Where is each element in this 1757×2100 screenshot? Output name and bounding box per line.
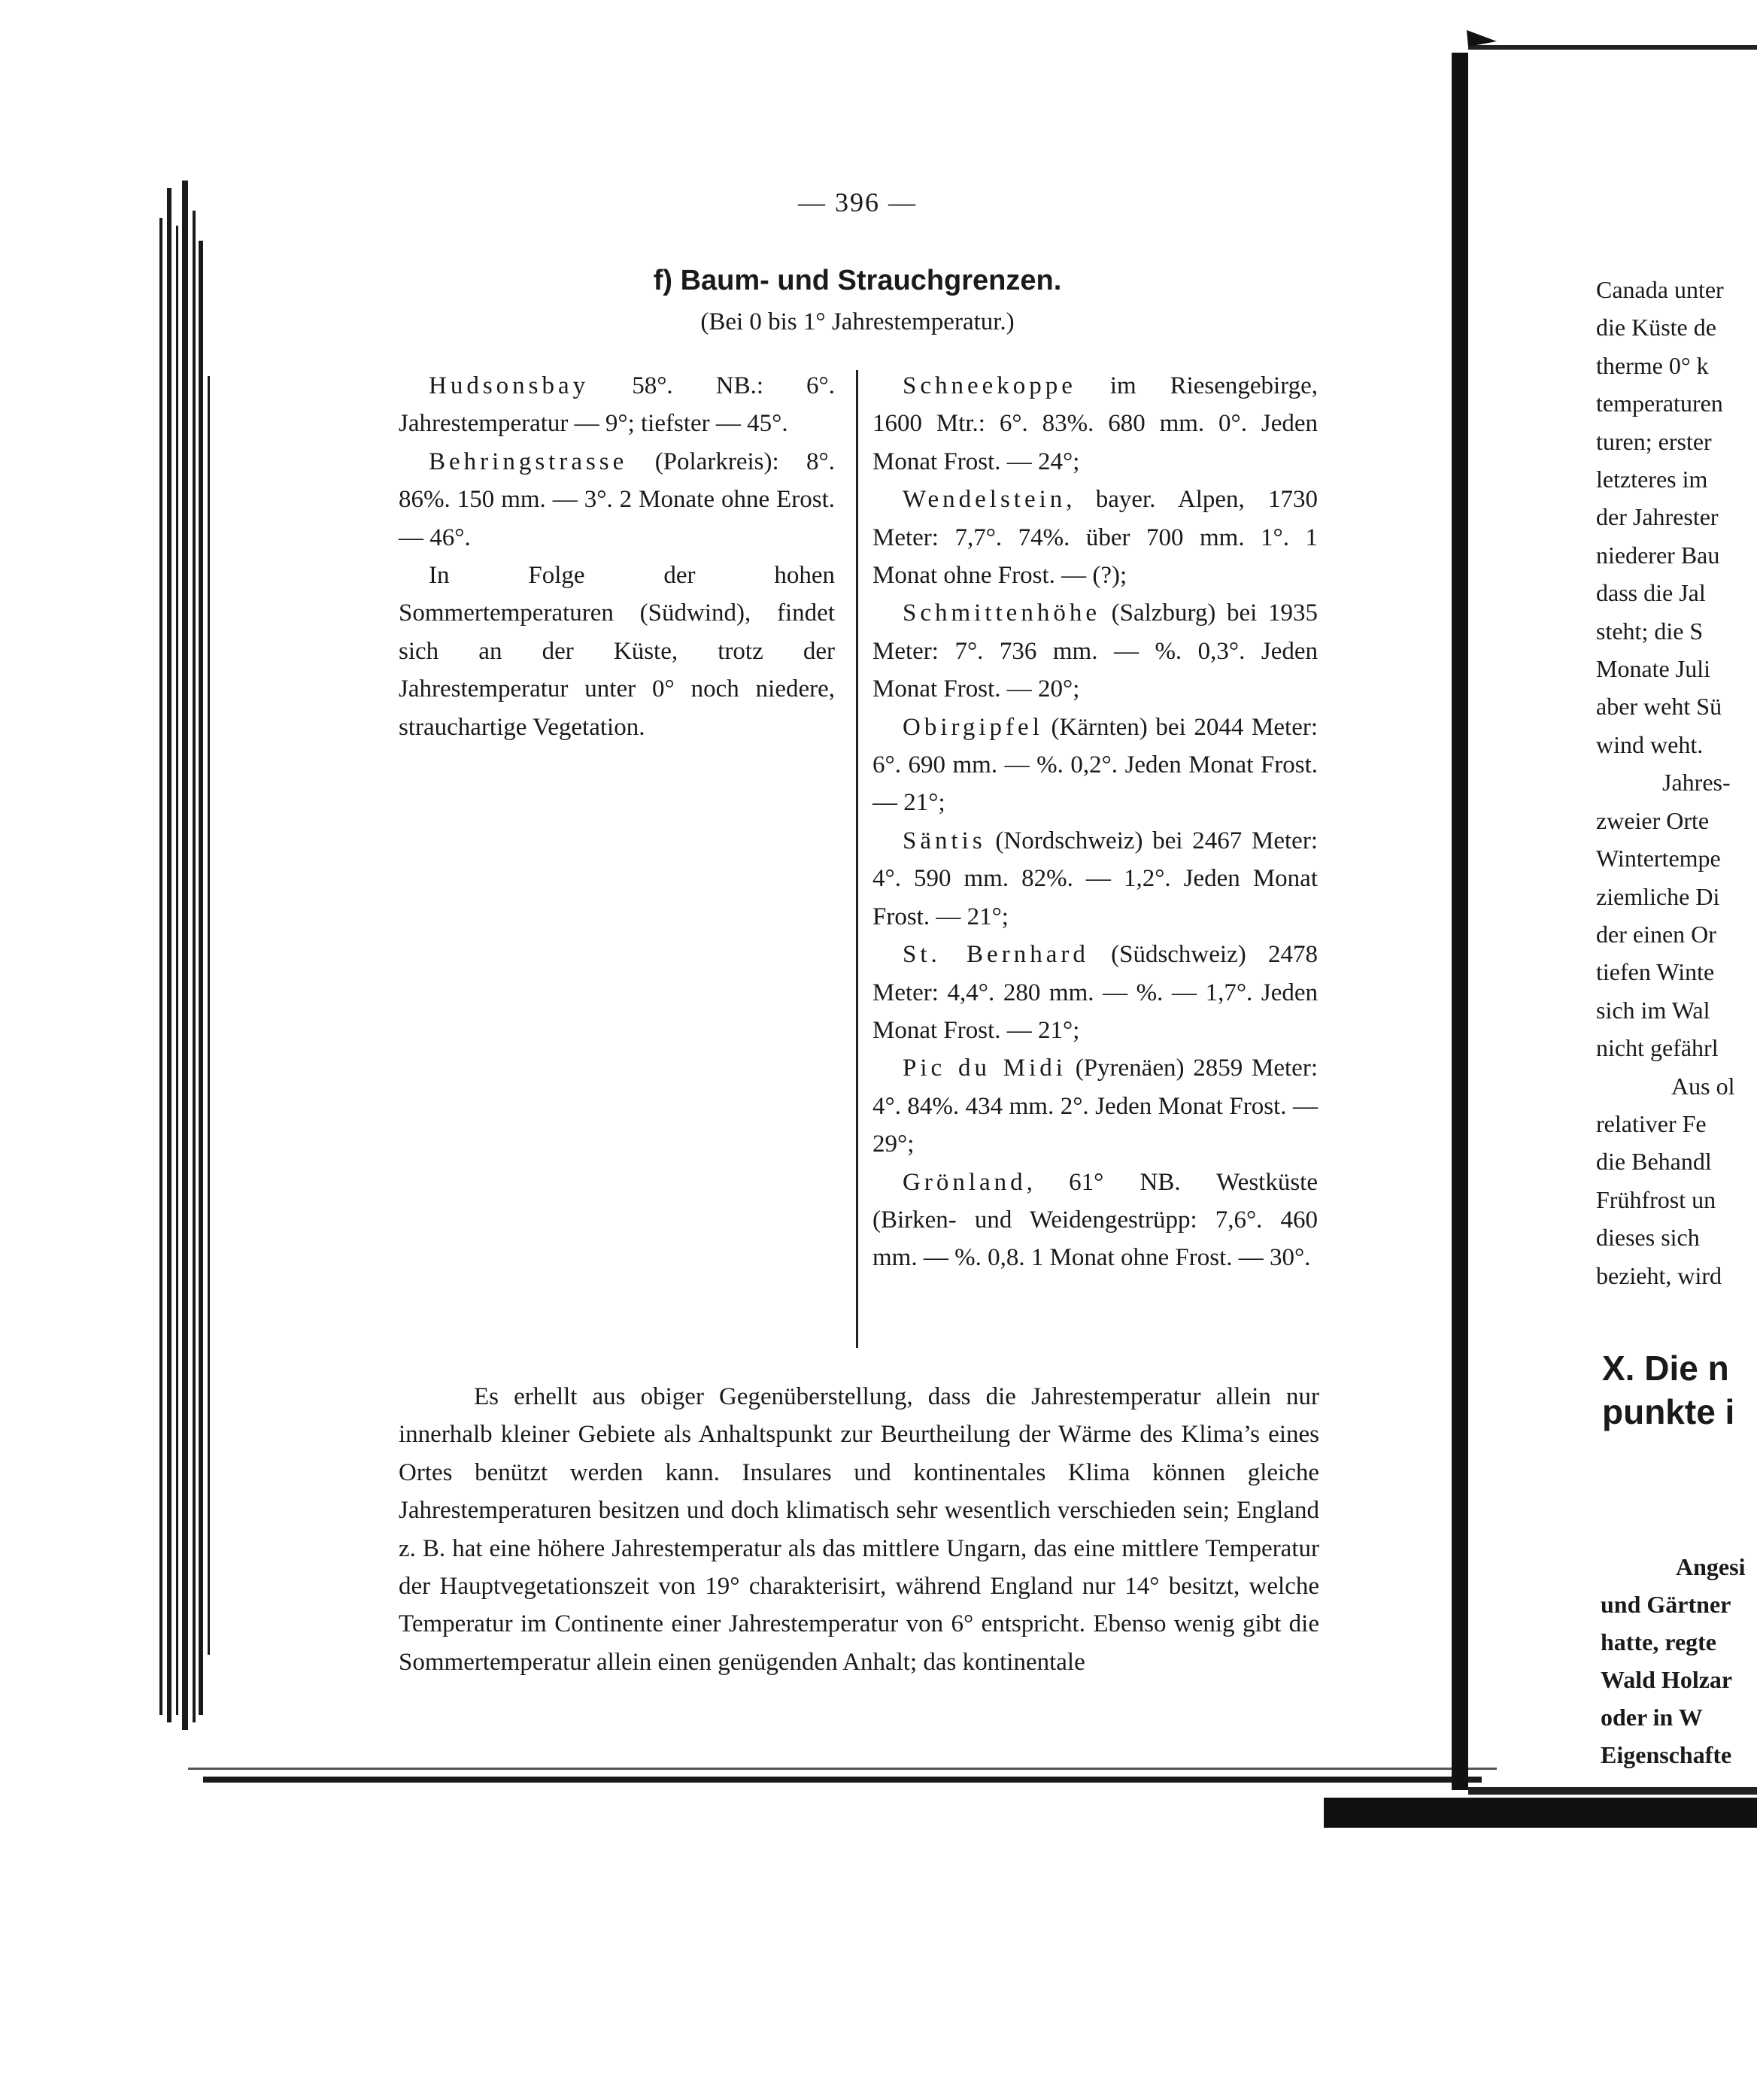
next-page-line: zweier Orte [1596, 806, 1710, 834]
entry-note: In Folge der hohen Sommertemperaturen (Südwind), findet sich an der Küste, trotz der Jahrestemperatur unter 0° noch niedere, strauchartige Vegetation. [399, 562, 835, 741]
column-divider [856, 370, 858, 1348]
next-page-line: relativer Fe [1596, 1109, 1707, 1137]
next-page-line: nicht gefährl [1596, 1034, 1719, 1062]
next-page-paragraph: Angesi und Gärtner hatte, regte Wald Holzar oder in W Eigenschafte [1601, 1553, 1746, 1768]
entry-hudsonsbay: Hudsonsbay 58°. NB.: 6°. Jahrestemperatur — 9°; tiefster — 45°. [399, 372, 835, 438]
next-page-line: tiefen Winte [1596, 958, 1715, 986]
next-page-line: wind weht. [1596, 730, 1704, 758]
next-page-heading: X. Die n punkte i [1602, 1349, 1735, 1431]
next-page-line: dieses sich [1596, 1224, 1700, 1252]
next-page-line: sich im Wal [1596, 996, 1710, 1024]
entry-st-bernhard: St. Bernhard (Südschweiz) 2478 Meter: 4,4°. 280 mm. — %. — 1,7°. Jeden Monat Frost. — 21°; [872, 941, 1318, 1044]
next-page-line: der einen Or [1596, 920, 1716, 948]
section-subtitle: (Bei 0 bis 1° Jahrestemperatur.) [700, 308, 1015, 335]
next-page-line: aber weht Sü [1596, 693, 1722, 721]
entry-obirgipfel: Obirgipfel (Kärnten) bei 2044 Meter: 6°. 690 mm. — %. 0,2°. Jeden Monat Frost. — 21°; [872, 713, 1318, 817]
next-page-line: Monate Juli [1596, 655, 1710, 683]
body-paragraph: Es erhellt aus obiger Gegenüberstellung, dass die Jahrestemperatur allein nur innerhalb kleiner Gebiete als Anhaltspunkt zur Beurtheilung der Wärme des Klima’s eines Ortes benützt werden kann. Insulares und kontinentales Klima können gleiche Jahrestemperaturen besitzen und doch klimatisch sehr wesentlich verschieden sein; England z. B. hat eine höhere Jahrestemperatur als das mittlere Ungarn, das eine mittlere Temperatur der Hauptvegetationszeit von 19° charakterisirt, während England nur 14° besitzt, welche Temperatur im Continente einer Jahrestemperatur von 6° entspricht. Ebenso wenig gibt die Sommertemperatur allein einen genügenden Anhalt; das kontinentale [399, 1383, 1319, 1676]
next-page-line: Aus ol [1671, 1072, 1735, 1100]
section-heading: f) Baum- und Strauchgrenzen. [653, 265, 1062, 296]
entry-groenland: Grönland, 61° NB. Westküste (Birken- und Weidengestrüpp: 7,6°. 460 mm. — %. 0,8. 1 Monat ohne Frost. — 30°. [872, 1168, 1318, 1272]
next-page-line: die Behandl [1596, 1148, 1712, 1176]
next-page-line: Frühfrost un [1596, 1185, 1716, 1213]
next-page-line: steht; die S [1596, 617, 1704, 645]
next-page-line: Canada unter [1596, 276, 1724, 303]
entry-pic-du-midi: Pic du Midi (Pyrenäen) 2859 Meter: 4°. 84%. 434 mm. 2°. Jeden Monat Frost. — 29°; [872, 1055, 1318, 1158]
entry-wendelstein: Wendelstein, bayer. Alpen, 1730 Meter: 7,7°. 74%. über 700 mm. 1°. 1 Monat ohne Frost. — (?); [872, 486, 1318, 590]
next-page-line: niederer Bau [1596, 541, 1720, 569]
left-column [399, 367, 835, 746]
next-page-line: ziemliche Di [1596, 882, 1720, 910]
next-page-fragment [1596, 271, 1757, 1294]
next-page-line: die Küste de [1596, 314, 1716, 341]
next-page-line: dass die Jal [1596, 579, 1706, 607]
next-page-line: letzteres im [1596, 466, 1708, 493]
right-column [872, 367, 1318, 1277]
next-page-line: der Jahrester [1596, 503, 1719, 531]
entry-behringstrasse: Behringstrasse (Polarkreis): 8°. 86%. 150 mm. — 3°. 2 Monate ohne Erost. — 46°. [399, 448, 835, 551]
next-page-line: bezieht, wird [1596, 1261, 1722, 1289]
next-page-line: therme 0° k [1596, 351, 1709, 379]
entry-saentis: Säntis (Nordschweiz) bei 2467 Meter: 4°. 590 mm. 82%. — 1,2°. Jeden Monat Frost. — 21°; [872, 827, 1318, 930]
next-page-line: Wintertempe [1596, 845, 1721, 872]
page-number: — 396 — [798, 187, 917, 217]
next-page-line: temperaturen [1596, 390, 1723, 417]
entry-schmittenhoehe: Schmittenhöhe (Salzburg) bei 1935 Meter: 7°. 736 mm. — %. 0,3°. Jeden Monat Frost. — 20°; [872, 599, 1318, 703]
entry-schneekoppe: Schneekoppe im Riesengebirge, 1600 Mtr.: 6°. 83%. 680 mm. 0°. Jeden Monat Frost. — 24°; [872, 372, 1318, 475]
next-page-line: Jahres- [1662, 769, 1731, 797]
next-page-line: turen; erster [1596, 427, 1712, 455]
